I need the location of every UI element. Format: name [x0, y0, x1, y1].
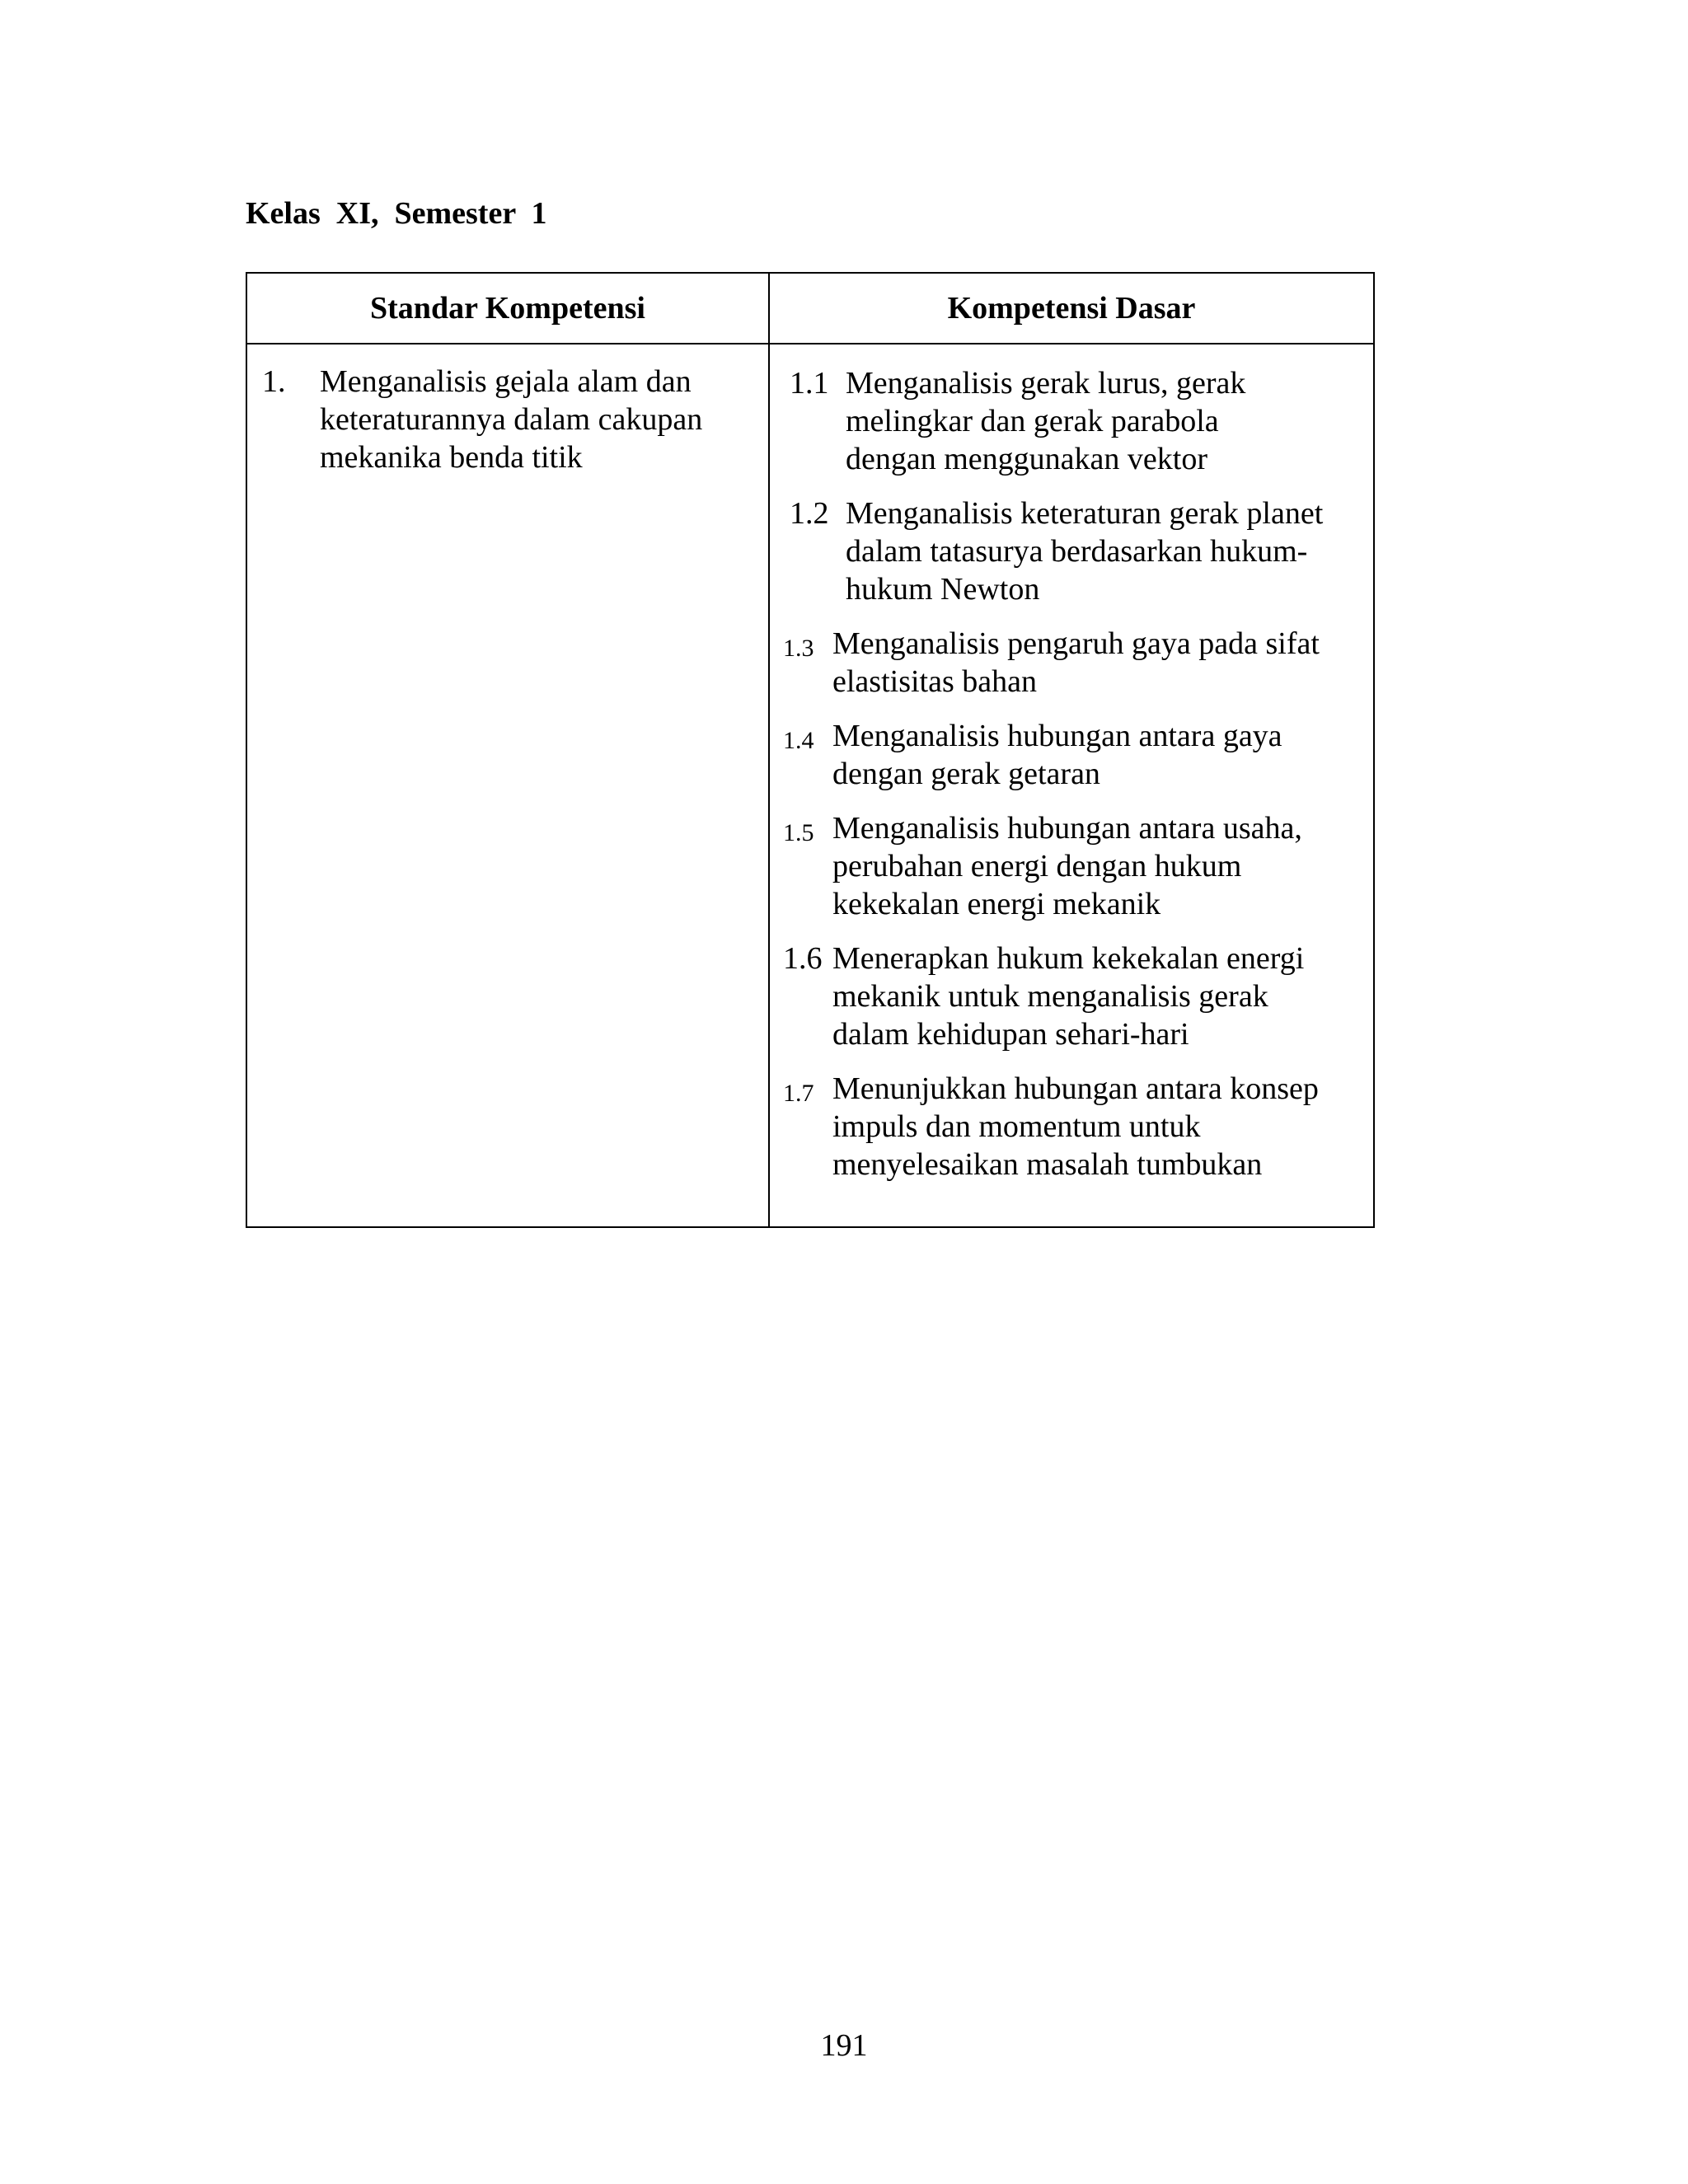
kompetensi-dasar-item: [770, 625, 1363, 701]
kompetensi-dasar-number: 1.3: [783, 635, 814, 662]
standar-kompetensi-number: 1.: [262, 364, 286, 399]
kompetensi-dasar-item: [770, 940, 1363, 1053]
kompetensi-dasar-item: [770, 364, 1363, 478]
kompetensi-dasar-text: Menerapkan hukum kekekalan energi mekanik untuk menganalisis gerak dalam kehidupan sehari-hari: [832, 941, 1305, 1052]
competency-table: [246, 272, 1375, 1228]
kompetensi-dasar-number: 1.2: [790, 496, 829, 531]
kompetensi-dasar-text: Menganalisis pengaruh gaya pada sifat elastisitas bahan: [832, 626, 1320, 699]
kompetensi-dasar-list: [770, 364, 1363, 1200]
kompetensi-dasar-text: Menunjukkan hubungan antara konsep impuls dan momentum untuk menyelesaikan masalah tumbukan: [832, 1071, 1319, 1182]
kompetensi-dasar-item: [770, 809, 1363, 923]
kompetensi-dasar-number: 1.6: [783, 941, 823, 976]
page-number: 191: [820, 2028, 868, 2063]
kompetensi-dasar-number: 1.7: [783, 1080, 814, 1107]
header-kompetensi-dasar: Kompetensi Dasar: [947, 291, 1196, 326]
kompetensi-dasar-text: Menganalisis hubungan antara usaha, perubahan energi dengan hukum kekekalan energi mekanik: [832, 811, 1302, 921]
kompetensi-dasar-number: 1.5: [783, 819, 814, 846]
header-standar-kompetensi: Standar Kompetensi: [370, 291, 645, 326]
kompetensi-dasar-text: Menganalisis keteraturan gerak planet dalam tatasurya berdasarkan hukum-hukum Newton: [846, 496, 1324, 607]
kompetensi-dasar-number: 1.1: [790, 366, 829, 401]
page-heading: Kelas XI, Semester 1: [246, 196, 547, 231]
kompetensi-dasar-item: [770, 1070, 1363, 1183]
kompetensi-dasar-text: Menganalisis hubungan antara gaya dengan gerak getaran: [832, 719, 1282, 791]
kompetensi-dasar-item: [770, 717, 1363, 793]
kompetensi-dasar-number: 1.4: [783, 727, 814, 754]
kompetensi-dasar-text: Menganalisis gerak lurus, gerak melingkar dan gerak parabola dengan menggunakan vektor: [846, 366, 1246, 476]
table-header-row: [247, 274, 1373, 344]
standar-kompetensi-text: Menganalisis gejala alam dan keteraturannya dalam cakupan mekanika benda titik: [320, 364, 703, 475]
kompetensi-dasar-item: [770, 494, 1363, 608]
